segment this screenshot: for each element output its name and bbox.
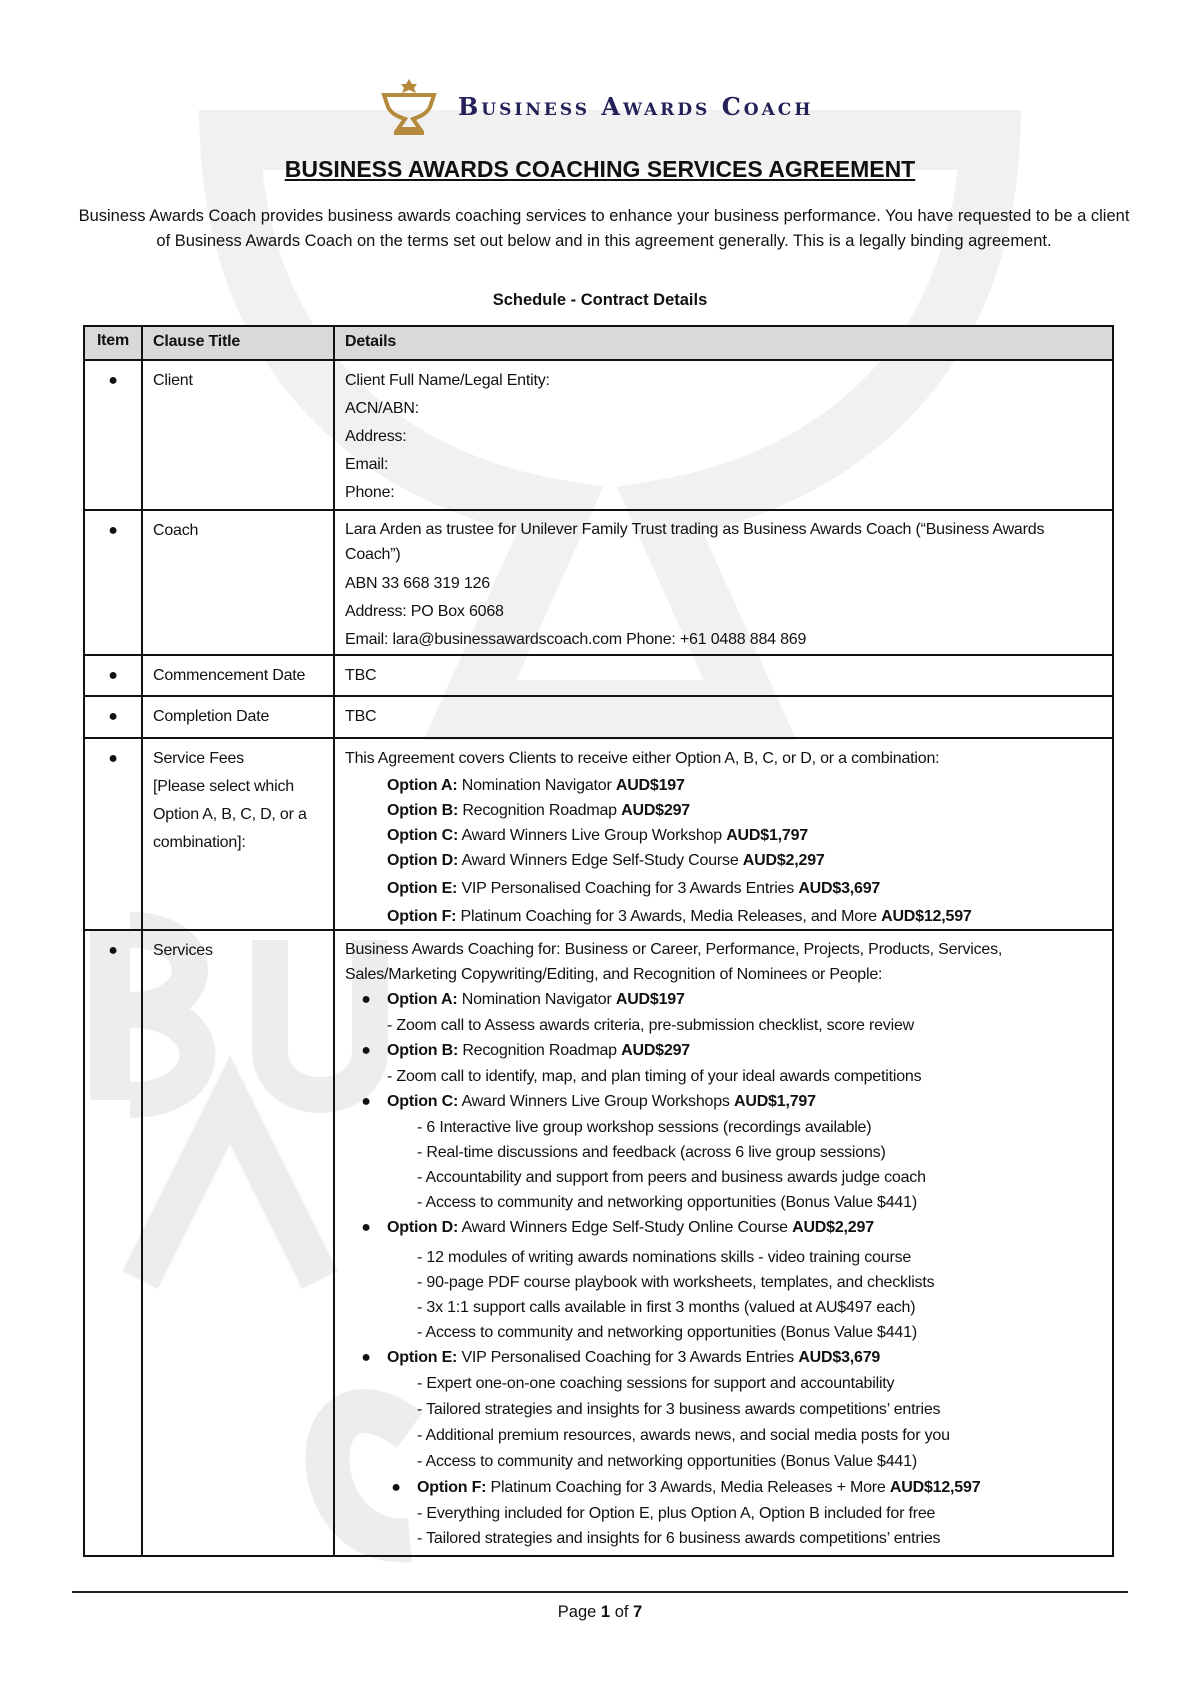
- service-feature: - 6 Interactive live group workshop sessions (recordings available): [417, 1119, 872, 1136]
- fee-option-price: AUD$12,597: [881, 908, 972, 925]
- fee-option: [345, 904, 1102, 929]
- intro-paragraph: Business Awards Coach provides business awards coaching services to enhance your business performance. You have requested to be a client of Business Awards Coach on the terms set out below and in this agreement generally. This is a legally binding agreement.: [78, 207, 1130, 250]
- bullet: ●: [84, 655, 142, 696]
- fee-option-name: Award Winners Live Group Workshop: [461, 827, 722, 844]
- client-abn-label: ACN/ABN:: [345, 400, 419, 417]
- fee-option-label: Option D:: [387, 852, 459, 869]
- service-option-price: AUD$2,297: [792, 1219, 874, 1236]
- table-row-client: [84, 360, 1113, 510]
- client-name-label: Client Full Name/Legal Entity:: [345, 372, 550, 389]
- service-option: [345, 987, 1102, 1013]
- service-option: [345, 1475, 1102, 1501]
- service-feature: - Access to community and networking opportunities (Bonus Value $441): [417, 1194, 917, 1211]
- service-options-list: [345, 987, 1102, 1551]
- service-option-title: [387, 1038, 690, 1064]
- table-row-coach: [84, 510, 1113, 655]
- table-row-completion: [84, 696, 1113, 738]
- service-feature: - Access to community and networking opportunities (Bonus Value $441): [417, 1324, 917, 1341]
- service-option-title: [387, 1215, 874, 1241]
- service-feature: - Additional premium resources, awards news, and social media posts for you: [417, 1427, 950, 1444]
- fee-option: [345, 798, 1102, 823]
- service-feature: - Expert one-on-one coaching sessions for support and accountability: [417, 1375, 895, 1392]
- clause-title-text: Service Fees: [153, 750, 244, 767]
- coach-details: [334, 510, 1113, 655]
- fee-option-label: Option B:: [387, 802, 459, 819]
- service-option-title: [387, 987, 685, 1013]
- service-option-name: Nomination Navigator: [461, 991, 612, 1008]
- client-phone-label: Phone:: [345, 484, 395, 501]
- fee-option-label: Option E:: [387, 880, 458, 897]
- fee-option: [345, 848, 1102, 873]
- fee-option-price: AUD$1,797: [726, 827, 808, 844]
- fee-option-label: Option C:: [387, 827, 459, 844]
- service-option-name: Award Winners Live Group Workshops: [461, 1093, 730, 1110]
- main-content: [0, 325, 1200, 1642]
- fee-option-name: VIP Personalised Coaching for 3 Awards Entries: [461, 880, 795, 897]
- service-feature: - Accountability and support from peers and business awards judge coach: [417, 1169, 926, 1186]
- fees-details: [334, 738, 1113, 930]
- header-clause-title: Clause Title: [142, 326, 334, 360]
- service-option: [345, 1345, 1102, 1371]
- page-number: [0, 1603, 1200, 1642]
- fee-option: [345, 823, 1102, 848]
- service-option: [345, 1215, 1102, 1241]
- header-item: Item: [84, 326, 142, 360]
- service-feature: - Everything included for Option E, plus Option A, Option B included for free: [417, 1505, 936, 1522]
- service-feature: - 12 modules of writing awards nominations skills - video training course: [417, 1249, 912, 1266]
- current-page: 1: [600, 1603, 611, 1621]
- brand-logo: [380, 76, 813, 136]
- fee-option-name: Recognition Roadmap: [462, 802, 617, 819]
- service-option-name: VIP Personalised Coaching for 3 Awards Entries: [461, 1349, 795, 1366]
- service-option-price: AUD$197: [615, 991, 685, 1008]
- fee-option: [345, 773, 1102, 798]
- service-feature: - Zoom call to identify, map, and plan timing of your ideal awards competitions: [387, 1068, 922, 1085]
- clause-title: [142, 738, 334, 930]
- trophy-icon: [380, 77, 438, 135]
- service-option-label: Option C:: [387, 1093, 459, 1110]
- clause-title: Commencement Date: [142, 655, 334, 696]
- service-option-name: Platinum Coaching for 3 Awards, Media Releases + More: [490, 1479, 886, 1496]
- fee-option-price: AUD$197: [615, 777, 685, 794]
- table-row-service-fees: [84, 738, 1113, 930]
- coach-entity: Lara Arden as trustee for Unilever Family Trust trading as Business Awards Coach (“Business Awards Coach”): [345, 521, 1045, 563]
- bullet: ●: [84, 738, 142, 930]
- fees-intro: This Agreement covers Clients to receive either Option A, B, C, or D, or a combination:: [345, 750, 940, 767]
- page-title: BUSINESS AWARDS COACHING SERVICES AGREEMENT: [284, 156, 916, 182]
- commencement-value: TBC: [334, 655, 1113, 696]
- footer-divider: [72, 1591, 1128, 1593]
- completion-value: TBC: [334, 696, 1113, 738]
- table-row-services: [84, 930, 1113, 1556]
- table-header-row: [84, 326, 1113, 360]
- service-feature: - Tailored strategies and insights for 6 business awards competitions’ entries: [417, 1530, 941, 1547]
- contract-details-table: [83, 325, 1114, 1557]
- schedule-heading: Schedule - Contract Details: [492, 291, 708, 309]
- service-option-label: Option E:: [387, 1349, 458, 1366]
- coach-abn: ABN 33 668 319 126: [345, 575, 490, 592]
- service-option-title: [387, 1345, 880, 1371]
- fee-option-name: Award Winners Edge Self-Study Course: [461, 852, 739, 869]
- fee-option-price: AUD$297: [621, 802, 690, 819]
- clause-title: Coach: [142, 510, 334, 655]
- fee-option-label: Option F:: [387, 908, 457, 925]
- bullet: ●: [361, 1219, 371, 1236]
- fee-option-name: Platinum Coaching for 3 Awards, Media Releases, and More: [460, 908, 877, 925]
- service-option-price: AUD$12,597: [889, 1479, 981, 1496]
- page-label: Page: [557, 1603, 597, 1621]
- table-row-commencement: [84, 655, 1113, 696]
- header-details: Details: [334, 326, 1113, 360]
- fee-options-list: [345, 773, 1102, 929]
- bullet: ●: [391, 1479, 401, 1496]
- service-option-label: Option F:: [417, 1479, 487, 1496]
- total-pages: 7: [633, 1603, 643, 1621]
- service-option-price: AUD$3,679: [798, 1349, 881, 1366]
- service-feature: - 90-page PDF course playbook with worksheets, templates, and checklists: [417, 1274, 935, 1291]
- bullet: ●: [84, 696, 142, 738]
- fee-option-name: Nomination Navigator: [461, 777, 612, 794]
- bullet: ●: [84, 360, 142, 510]
- fee-option-label: Option A:: [387, 777, 458, 794]
- service-option: [345, 1089, 1102, 1115]
- clause-title: Completion Date: [142, 696, 334, 738]
- fee-option: [345, 876, 1102, 901]
- client-email-label: Email:: [345, 456, 389, 473]
- service-option-name: Recognition Roadmap: [462, 1042, 617, 1059]
- bullet: ●: [361, 1093, 371, 1110]
- coach-contact: Email: lara@businessawardscoach.com Phone: +61 0488 884 869: [345, 631, 807, 648]
- coach-address: Address: PO Box 6068: [345, 603, 504, 620]
- clause-title: Services: [142, 930, 334, 1556]
- service-option-title: [417, 1475, 980, 1501]
- service-option-label: Option B:: [387, 1042, 459, 1059]
- bullet: ●: [361, 1042, 371, 1059]
- page-of: of: [614, 1603, 629, 1621]
- fee-option-price: AUD$2,297: [742, 852, 825, 869]
- service-option-price: AUD$297: [621, 1042, 690, 1059]
- service-feature: - Access to community and networking opportunities (Bonus Value $441): [417, 1453, 917, 1470]
- client-address-label: Address:: [345, 428, 407, 445]
- service-feature: - Real-time discussions and feedback (across 6 live group sessions): [417, 1144, 886, 1161]
- service-option-price: AUD$1,797: [733, 1093, 816, 1110]
- logo-text: Business Awards Coach: [458, 91, 814, 121]
- service-option: [345, 1038, 1102, 1064]
- client-details: [334, 360, 1113, 510]
- bullet: ●: [361, 991, 371, 1008]
- services-intro: Business Awards Coaching for: Business or Career, Performance, Projects, Products, Services, Sales/Marketing Copywriting/Editing, and Recognition of Nominees or People:: [345, 941, 1003, 983]
- bullet: ●: [84, 930, 142, 1556]
- service-feature: - Tailored strategies and insights for 3 business awards competitions’ entries: [417, 1401, 941, 1418]
- fees-selection-note: [Please select which Option A, B, C, D, or a combination]:: [153, 778, 307, 851]
- service-option-label: Option A:: [387, 991, 458, 1008]
- bullet: ●: [84, 510, 142, 655]
- service-option-title: [387, 1089, 816, 1115]
- clause-title: Client: [142, 360, 334, 510]
- service-feature: - Zoom call to Assess awards criteria, pre-submission checklist, score review: [387, 1017, 914, 1034]
- fee-option-price: AUD$3,697: [798, 880, 881, 897]
- bullet: ●: [361, 1349, 371, 1366]
- service-option-name: Award Winners Edge Self-Study Online Course: [461, 1219, 788, 1236]
- service-option-label: Option D:: [387, 1219, 459, 1236]
- services-details: [334, 930, 1113, 1556]
- service-feature: - 3x 1:1 support calls available in first 3 months (valued at AU$497 each): [417, 1299, 916, 1316]
